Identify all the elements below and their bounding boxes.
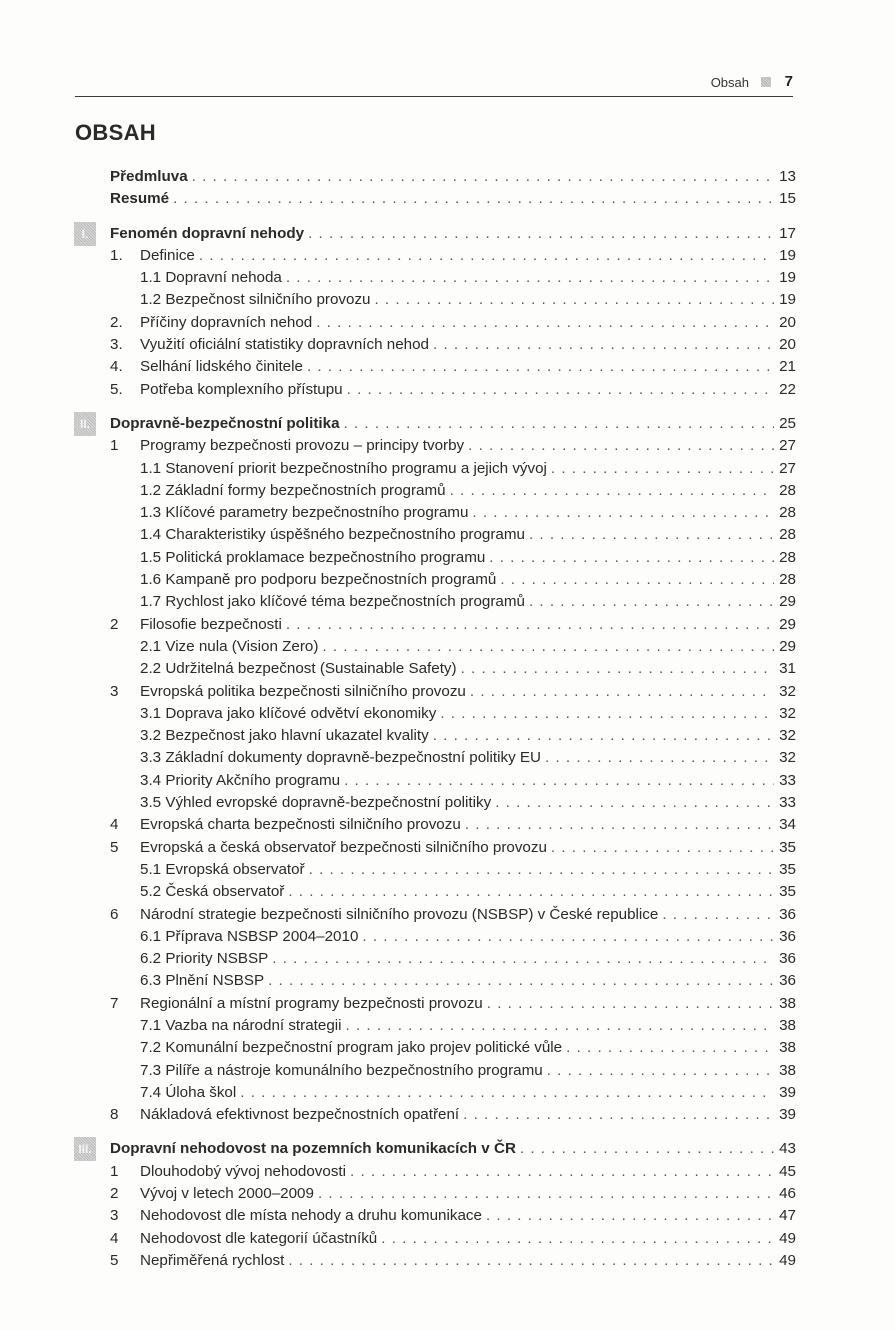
dot-leader — [529, 591, 774, 613]
toc-entry[interactable] — [110, 814, 796, 836]
dot-leader — [307, 356, 774, 378]
toc-entry[interactable] — [110, 289, 796, 311]
toc-entry-label: Potřeba komplexního přístupu — [140, 380, 343, 398]
toc-entry-page: 28 — [779, 571, 796, 589]
toc-entry-label: 7.3 Pilíře a nástroje komunálního bezpečnostního programu — [140, 1061, 543, 1079]
toc-entry-label: Evropská a česká observatoř bezpečnosti silničního provozu — [140, 838, 547, 856]
toc-entry[interactable] — [110, 1183, 796, 1205]
toc-entry-number: 6 — [110, 905, 119, 923]
toc-entry-page: 47 — [779, 1207, 796, 1225]
toc-entry-number: 3. — [110, 336, 123, 354]
page-title: OBSAH — [75, 120, 156, 145]
dot-leader — [566, 1037, 774, 1059]
dot-leader — [199, 245, 774, 267]
toc-entry-label: Regionální a místní programy bezpečnosti provozu — [140, 994, 483, 1012]
dot-leader — [381, 1228, 774, 1250]
toc-entry-label: Nepřiměřená rychlost — [140, 1251, 285, 1269]
toc-entry-number: 2 — [110, 615, 119, 633]
toc-entry-page: 35 — [779, 883, 796, 901]
dot-leader — [487, 993, 774, 1015]
dot-leader — [662, 904, 774, 926]
toc-entry-page: 13 — [779, 168, 796, 185]
dot-leader — [362, 926, 774, 948]
toc-entry-page: 49 — [779, 1229, 796, 1247]
toc-entry[interactable] — [110, 1228, 796, 1250]
toc-entry-page: 21 — [779, 358, 796, 376]
toc-entry-page: 33 — [779, 771, 796, 789]
toc-entry-number: 4. — [110, 358, 123, 376]
toc-entry[interactable] — [110, 859, 796, 881]
dot-leader — [433, 725, 774, 747]
toc-entry-page: 38 — [779, 1061, 796, 1079]
toc-entry[interactable] — [110, 837, 796, 859]
toc-entry[interactable] — [110, 1161, 796, 1183]
chapter-marker-icon: III. — [74, 1137, 96, 1161]
toc-entry-label: Evropská politika bezpečnosti silničního provozu — [140, 682, 466, 700]
grey-square-marker-icon — [761, 77, 771, 87]
toc-entry[interactable] — [110, 681, 796, 703]
page-number: 7 — [784, 73, 793, 90]
toc-entry-label: 1.5 Politická proklamace bezpečnostního programu — [140, 548, 486, 566]
toc-entry[interactable] — [110, 458, 796, 480]
toc-entry-page: 33 — [779, 794, 796, 812]
dot-leader — [344, 413, 774, 435]
toc-entry-page: 19 — [779, 269, 796, 287]
toc-entry-label: Využití oficiální statistiky dopravních nehod — [140, 336, 429, 354]
toc-entry-page: 35 — [779, 860, 796, 878]
toc-entry-number: 2. — [110, 313, 123, 331]
dot-leader — [450, 480, 774, 502]
toc-entry[interactable] — [110, 1082, 796, 1104]
toc-entry-page: 45 — [779, 1162, 796, 1180]
toc-entry-label: 2.1 Vize nula (Vision Zero) — [140, 637, 319, 655]
toc-entry[interactable] — [110, 636, 796, 658]
toc-entry-label: Vývoj v letech 2000–2009 — [140, 1185, 314, 1203]
toc-entry-page: 27 — [779, 459, 796, 477]
dot-leader — [288, 1250, 774, 1272]
toc-entry-page: 27 — [779, 437, 796, 455]
toc-entry-resume[interactable] — [110, 188, 796, 210]
dot-leader — [470, 681, 774, 703]
toc-entry-number: 3 — [110, 682, 119, 700]
toc-entry-page: 28 — [779, 481, 796, 499]
toc-entry[interactable] — [110, 904, 796, 926]
toc-entry-number: 1 — [110, 437, 119, 455]
toc-entry-page: 31 — [779, 660, 796, 678]
toc-entry[interactable] — [110, 245, 796, 267]
toc-entry-number: 1 — [110, 1162, 119, 1180]
toc-entry-page: 25 — [779, 414, 796, 432]
toc-entry-label: 3.5 Výhled evropské dopravně-bezpečnostní politiky — [140, 794, 492, 812]
toc-entry-page: 39 — [779, 1083, 796, 1101]
dot-leader — [374, 289, 774, 311]
toc-entry[interactable] — [110, 1037, 796, 1059]
toc-entry-page: 29 — [779, 637, 796, 655]
toc-entry[interactable] — [110, 569, 796, 591]
dot-leader — [322, 636, 774, 658]
toc-entry[interactable] — [110, 948, 796, 970]
toc-entry-label: 6.2 Priority NSBSP — [140, 950, 269, 968]
toc-entry-number: 3 — [110, 1207, 119, 1225]
toc-entry[interactable] — [110, 1205, 796, 1227]
toc-entry-page: 36 — [779, 905, 796, 923]
toc-entry-page: 28 — [779, 504, 796, 522]
toc-entry[interactable] — [110, 480, 796, 502]
toc-entry-label: Příčiny dopravních nehod — [140, 313, 313, 331]
toc-entry-page: 29 — [779, 615, 796, 633]
chapter-marker-icon: II. — [74, 412, 96, 436]
dot-leader — [547, 1060, 774, 1082]
toc-entry[interactable] — [110, 1060, 796, 1082]
toc-entry[interactable] — [110, 379, 796, 401]
toc-chapter-heading[interactable] — [79, 413, 796, 435]
toc-entry[interactable] — [110, 770, 796, 792]
toc-entry-number: 8 — [110, 1106, 119, 1124]
toc-chapter-title: Dopravně-bezpečnostní politika — [110, 414, 340, 432]
toc-entry-label: Předmluva — [110, 168, 188, 185]
toc-entry[interactable] — [110, 267, 796, 289]
toc-entry-label: 2.2 Udržitelná bezpečnost (Sustainable Safety) — [140, 660, 457, 678]
toc-entry-label: Definice — [140, 246, 195, 264]
toc-entry-label: Nákladová efektivnost bezpečnostních opatření — [140, 1106, 460, 1124]
toc-entry-label: 6.3 Plnění NSBSP — [140, 972, 265, 990]
toc-entry-label: Evropská charta bezpečnosti silničního provozu — [140, 816, 461, 834]
toc-entry-page: 49 — [779, 1251, 796, 1269]
toc-entry-label: 5.1 Evropská observatoř — [140, 860, 305, 878]
dot-leader — [433, 334, 774, 356]
toc-entry-label: 1.7 Rychlost jako klíčové téma bezpečnostních programů — [140, 593, 525, 611]
dot-leader — [472, 502, 774, 524]
toc-entry-label: Resumé — [110, 190, 170, 208]
table-of-contents — [78, 166, 796, 1272]
toc-entry-label: 7.2 Komunální bezpečnostní program jako projev politické vůle — [140, 1039, 563, 1057]
toc-entry-label: 3.2 Bezpečnost jako hlavní ukazatel kvality — [140, 727, 429, 745]
toc-entry-label: 6.1 Příprava NSBSP 2004–2010 — [140, 927, 359, 945]
toc-entry-label: 1.1 Stanovení priorit bezpečnostního programu a jejich vývoj — [140, 459, 547, 477]
toc-entry-label: 1.2 Základní formy bezpečnostních programů — [140, 481, 446, 499]
toc-entry-label: 1.4 Charakteristiky úspěšného bezpečnostního programu — [140, 526, 525, 544]
toc-entry-page: 29 — [779, 593, 796, 611]
toc-entry-page: 46 — [779, 1185, 796, 1203]
toc-entry-page: 32 — [779, 682, 796, 700]
toc-entry-page: 39 — [779, 1106, 796, 1124]
toc-entry-number: 5. — [110, 380, 123, 398]
dot-leader — [286, 267, 774, 289]
toc-entry-page: 43 — [779, 1140, 796, 1158]
dot-leader — [489, 547, 774, 569]
dot-leader — [173, 188, 774, 210]
toc-entry[interactable] — [110, 1015, 796, 1037]
toc-entry[interactable] — [110, 792, 796, 814]
running-header — [75, 70, 793, 97]
toc-entry-label: Filosofie bezpečnosti — [140, 615, 282, 633]
toc-entry[interactable] — [110, 1250, 796, 1272]
dot-leader — [500, 569, 774, 591]
toc-entry[interactable] — [110, 502, 796, 524]
dot-leader — [520, 1138, 774, 1160]
dot-leader — [286, 614, 774, 636]
toc-entry-label: 3.4 Priority Akčního programu — [140, 771, 341, 789]
dot-leader — [240, 1082, 774, 1104]
dot-leader — [347, 379, 774, 401]
dot-leader — [272, 948, 774, 970]
toc-entry-page: 20 — [779, 336, 796, 354]
toc-entry-label: Národní strategie bezpečnosti silničního provozu (NSBSP) v České republice — [140, 905, 659, 923]
toc-entry-label: 3.1 Doprava jako klíčové odvětví ekonomiky — [140, 704, 437, 722]
toc-entry-page: 15 — [779, 190, 796, 208]
toc-entry-number: 5 — [110, 1251, 119, 1269]
toc-chapter-heading[interactable] — [78, 1138, 796, 1160]
running-title: Obsah — [710, 75, 749, 90]
toc-entry-label: Nehodovost dle místa nehody a druhu komunikace — [140, 1207, 482, 1225]
dot-leader — [268, 970, 774, 992]
toc-entry[interactable] — [110, 881, 796, 903]
dot-leader — [309, 859, 774, 881]
toc-entry-label: Programy bezpečnosti provozu – principy tvorby — [140, 437, 465, 455]
toc-entry-label: Selhání lidského činitele — [140, 358, 303, 376]
toc-entry[interactable] — [110, 926, 796, 948]
dot-leader — [288, 881, 774, 903]
dot-leader — [551, 837, 774, 859]
toc-entry-label: 1.1 Dopravní nehoda — [140, 269, 282, 287]
toc-entry-page: 17 — [779, 224, 796, 242]
dot-leader — [316, 312, 774, 334]
dot-leader — [468, 435, 774, 457]
dot-leader — [529, 524, 774, 546]
dot-leader — [551, 458, 774, 480]
toc-entry-page: 36 — [779, 972, 796, 990]
toc-entry-label: Dlouhodobý vývoj nehodovosti — [140, 1162, 347, 1180]
toc-chapter-title: Dopravní nehodovost na pozemních komunikacích v ČR — [110, 1140, 516, 1158]
toc-entry-page: 36 — [779, 927, 796, 945]
toc-entry-label: 3.3 Základní dokumenty dopravně-bezpečnostní politiky EU — [140, 749, 542, 767]
toc-entry[interactable] — [110, 547, 796, 569]
toc-chapter-title: Fenomén dopravní nehody — [110, 224, 305, 242]
toc-entry-page: 38 — [779, 1016, 796, 1034]
toc-entry[interactable] — [110, 435, 796, 457]
toc-entry[interactable] — [110, 334, 796, 356]
toc-entry[interactable] — [110, 1104, 796, 1126]
toc-entry-label: 7.4 Úloha škol — [140, 1083, 237, 1101]
toc-entry-number: 4 — [110, 1229, 119, 1247]
chapters-list — [78, 223, 796, 1273]
dot-leader — [350, 1161, 774, 1183]
toc-entry-page: 32 — [779, 749, 796, 767]
dot-leader — [344, 770, 774, 792]
toc-entry-label: Nehodovost dle kategorií účastníků — [140, 1229, 378, 1247]
toc-entry[interactable] — [110, 658, 796, 680]
toc-entry-number: 4 — [110, 816, 119, 834]
toc-entry-page: 38 — [779, 994, 796, 1012]
toc-entry-page: 20 — [779, 313, 796, 331]
toc-entry-page: 28 — [779, 526, 796, 544]
toc-entry-page: 19 — [779, 246, 796, 264]
toc-entry-page: 19 — [779, 291, 796, 309]
toc-entry[interactable] — [110, 591, 796, 613]
toc-entry-page: 28 — [779, 548, 796, 566]
toc-entry-page: 35 — [779, 838, 796, 856]
toc-entry-label: 1.3 Klíčové parametry bezpečnostního programu — [140, 504, 469, 522]
toc-entry-page: 38 — [779, 1039, 796, 1057]
toc-chapter-heading[interactable] — [81, 223, 796, 245]
toc-entry-number: 2 — [110, 1185, 119, 1203]
toc-entry[interactable] — [110, 703, 796, 725]
toc-entry[interactable] — [110, 993, 796, 1015]
toc-entry[interactable] — [110, 970, 796, 992]
toc-entry-number: 5 — [110, 838, 119, 856]
toc-entry[interactable] — [110, 312, 796, 334]
dot-leader — [440, 703, 774, 725]
toc-entry-predmluva[interactable] — [110, 166, 796, 188]
toc-entry-page: 22 — [779, 380, 796, 398]
dot-leader — [192, 166, 774, 188]
toc-entry-page: 34 — [779, 816, 796, 834]
toc-entry-page: 32 — [779, 727, 796, 745]
dot-leader — [545, 747, 774, 769]
toc-entry[interactable] — [110, 747, 796, 769]
dot-leader — [308, 223, 774, 245]
toc-entry[interactable] — [110, 524, 796, 546]
toc-entry-page: 36 — [779, 950, 796, 968]
chapter-marker-icon: I. — [74, 222, 96, 246]
toc-entry[interactable] — [110, 356, 796, 378]
toc-entry-label: 7.1 Vazba na národní strategii — [140, 1016, 342, 1034]
dot-leader — [318, 1183, 774, 1205]
toc-entry-label: 1.6 Kampaně pro podporu bezpečnostních programů — [140, 571, 497, 589]
toc-entry-number: 1. — [110, 246, 123, 264]
toc-entry-number: 7 — [110, 994, 119, 1012]
dot-leader — [346, 1015, 774, 1037]
dot-leader — [495, 792, 774, 814]
toc-entry-page: 32 — [779, 704, 796, 722]
dot-leader — [461, 658, 774, 680]
dot-leader — [486, 1205, 774, 1227]
dot-leader — [463, 1104, 774, 1126]
dot-leader — [465, 814, 774, 836]
toc-entry-label: 1.2 Bezpečnost silničního provozu — [140, 291, 371, 309]
toc-entry-label: 5.2 Česká observatoř — [140, 883, 285, 901]
toc-entry[interactable] — [110, 614, 796, 636]
toc-entry[interactable] — [110, 725, 796, 747]
